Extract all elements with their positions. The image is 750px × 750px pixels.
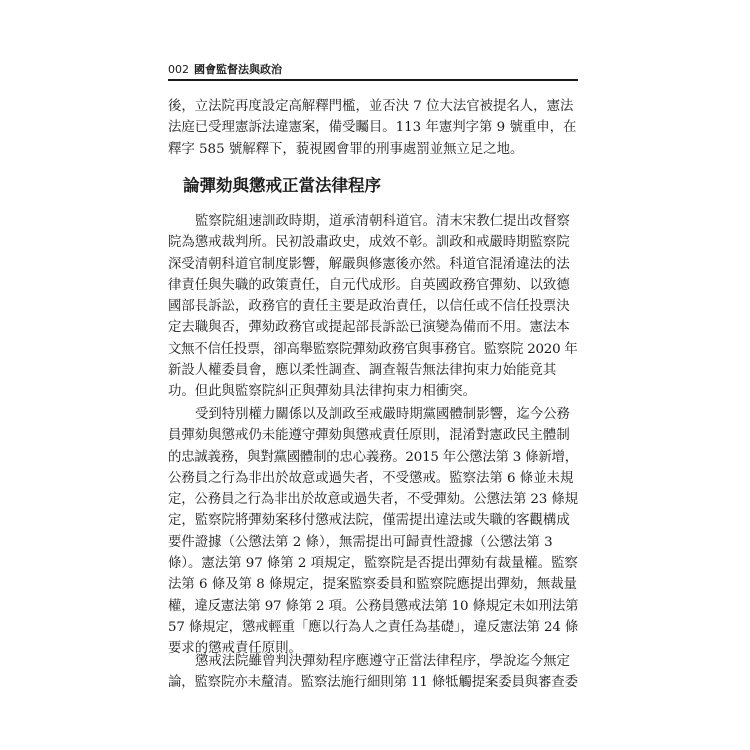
text-line: 新設人權委員會，應以柔性調查、調查報告無法律拘束力始能竟其	[168, 363, 557, 379]
text-line: 定，公務員之行為非出於故意或過失者，不受彈劾。公懲法第 23 條規	[168, 492, 578, 508]
text-line: 監察院組速訓政時期，道承清朝科道官。清末宋教仁提出改督察	[195, 214, 570, 229]
text-line: 功。但此與監察院糾正與彈劾具法律拘束力相衝突。	[168, 384, 476, 400]
text-line: 深受清朝科道官制度影響，解嚴與修憲後亦然。科道官混淆違法的法	[168, 256, 570, 272]
text-line: 法庭已受理憲訴法違憲案，備受矚目。113 年憲判字第 9 號重申，在	[168, 120, 577, 136]
text-line: 權，違反憲法第 97 條第 2 項。公務員懲戒法第 10 條規定未如刑法第	[168, 598, 579, 614]
text-line: 要求的懲戒責任原則。	[168, 641, 302, 657]
paragraph-2	[168, 211, 578, 403]
running-header	[168, 63, 578, 81]
text-line: 院為懲戒裁判所。民初設肅政史，成效不彰。訓政和戒嚴時期監察院	[168, 235, 570, 251]
text-line: 定，監察院將彈劾案移付懲戒法院，僅需提出違法或失職的客觀構成	[168, 513, 570, 529]
text-line: 公務員之行為非出於故意或過失者，不受懲戒。監察法第 6 條並未規	[168, 470, 574, 486]
text-line: 要件證據（公懲法第 2 條），無需提出可歸責性證據（公懲法第 3	[168, 534, 553, 550]
text-line: 論，監察院亦未釐清。監察法施行細則第 11 條牴觸提案委員與審查委	[168, 675, 578, 691]
paragraph-1	[168, 96, 578, 160]
text-line: 文無不信任投票，卻高舉監察院彈劾政務官與事務官。監察院 2020 年	[168, 341, 578, 357]
text-line: 員彈劾與懲戒仍未能遵守彈劾與懲戒責任原則，混淆對憲政民主體制	[168, 428, 570, 444]
paragraph-3	[168, 404, 578, 660]
text-line: 律責任與失職的政策責任，自元代成形。自英國政務官彈劾、以致德	[168, 277, 570, 293]
text-line: 後，立法院再度設定高解釋門檻，並否決 7 位大法官被提名人，憲法	[168, 99, 574, 114]
text-line: 57 條規定，懲戒輕重「應以行為人之責任為基礎」，違反憲法第 24 條	[168, 619, 579, 635]
text-line: 國部長訴訟，政務官的責任主要是政治責任，以信任或不信任投票決	[168, 299, 570, 315]
text-line: 的忠誠義務，與對黨國體制的忠心義務。2015 年公懲法第 3 條新增，	[168, 449, 578, 465]
text-line: 懲戒法院雖曾判決彈劾程序應遵守正當法律程序，學說迄今無定	[195, 654, 570, 669]
text-line: 受到特別權力關係以及訓政至戒嚴時期黨國體制影響，迄今公務	[195, 407, 570, 422]
text-line: 條）。憲法第 97 條第 2 項規定，監察院是否提出彈劾有裁量權。監察	[168, 556, 578, 572]
paragraph-4	[168, 651, 578, 694]
text-line: 釋字 585 號解釋下，藐視國會罪的刑事處罰並無立足之地。	[168, 141, 524, 157]
page-number: 002	[168, 63, 189, 76]
section-heading: 論彈劾與懲戒正當法律程序	[183, 176, 381, 195]
text-line: 法第 6 條及第 8 條規定，提案監察委員和監察院應提出彈劾，無裁量	[168, 577, 578, 593]
text-line: 定去職與否，彈劾政務官或提起部長訴訟已演變為備而不用。憲法本	[168, 320, 570, 336]
book-title: 國會監督法與政治	[194, 63, 282, 76]
